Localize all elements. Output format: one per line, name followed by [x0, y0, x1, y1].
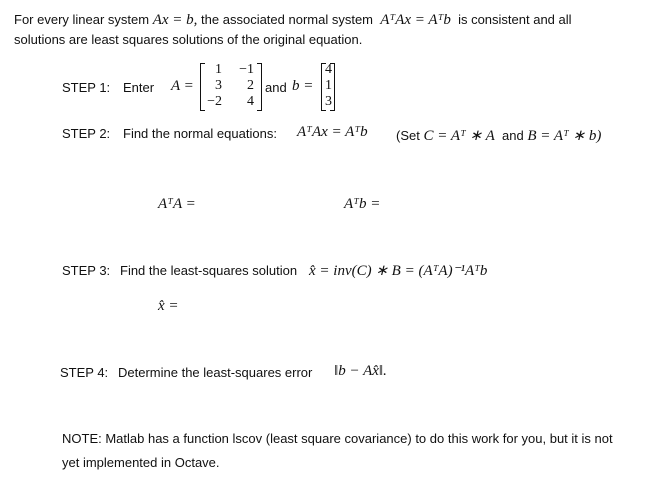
atb-result: Aᵀb = [344, 196, 381, 212]
step3-text: Find the least-squares solution [120, 263, 298, 278]
note-line-1: NOTE: Matlab has a function lscov (least square covariance) to do this work for you, but it is not [62, 431, 613, 446]
matrix-a-cell: −2 [207, 94, 222, 109]
error-norm-eq: ‖b − Ax̂‖. [334, 363, 387, 379]
normal-system-eq: AᵀAx = Aᵀb [380, 12, 451, 28]
matrix-a [200, 63, 262, 111]
vector-b-label: b = [292, 78, 314, 94]
c-definition: C = Aᵀ ∗ A [423, 128, 495, 144]
step1-label: STEP 1: [62, 80, 111, 95]
ata-result: AᵀA = [158, 196, 196, 212]
step4-label: STEP 4: [60, 365, 109, 380]
vector-b [321, 63, 335, 111]
intro-line-2: solutions are least squares solutions of the original equation. [14, 32, 363, 47]
matrix-a-label: A = [171, 78, 194, 94]
matrix-a-cell: 1 [215, 62, 222, 77]
intro-text: For every linear system [14, 12, 150, 27]
matrix-a-cell: 4 [247, 94, 254, 109]
step4-text: Determine the least-squares error [118, 365, 313, 380]
step1-text: Enter [123, 80, 155, 95]
set-text: (Set [396, 128, 420, 143]
step3-label: STEP 3: [62, 263, 111, 278]
vector-b-cell: 3 [325, 94, 332, 109]
xhat-result: x̂ = [158, 298, 179, 314]
right-bracket [257, 63, 262, 111]
normal-equations-eq: AᵀAx = Aᵀb [297, 124, 368, 140]
step2-text: Find the normal equations: [123, 126, 277, 141]
least-squares-eq: x̂ = inv(C) ∗ B = (AᵀA)⁻¹Aᵀb [309, 263, 488, 279]
vector-b-cell: 4 [325, 62, 332, 77]
and-text: and [501, 128, 524, 143]
intro-line-1 [14, 12, 572, 29]
linear-system-eq: Ax = b, [152, 12, 198, 28]
matrix-a-cell: −1 [239, 62, 254, 77]
vector-b-cell: 1 [325, 78, 332, 93]
note-line-2: yet implemented in Octave. [62, 455, 220, 470]
b-definition: B = Aᵀ ∗ b) [527, 128, 602, 144]
intro-text: the associated normal system [201, 12, 374, 27]
step2-label: STEP 2: [62, 126, 111, 141]
matrix-a-cell: 3 [215, 78, 222, 93]
and-text: and [265, 80, 287, 95]
set-note [396, 126, 601, 145]
matrix-a-cell: 2 [247, 78, 254, 93]
intro-text: is consistent and all [458, 12, 572, 27]
